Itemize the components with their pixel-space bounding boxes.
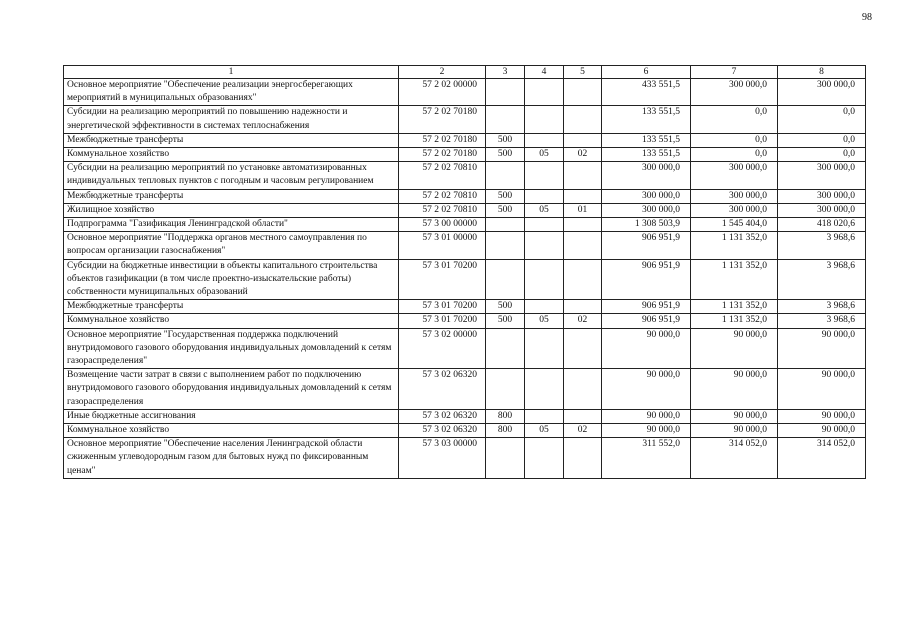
subsection-cell	[564, 162, 602, 189]
expense-type-cell: 500	[486, 314, 525, 328]
table-row	[64, 203, 866, 217]
section-cell: 05	[525, 314, 564, 328]
target-article-cell: 57 3 01 00000	[399, 232, 486, 259]
expense-type-cell	[486, 218, 525, 232]
section-cell: 05	[525, 148, 564, 162]
section-cell	[525, 300, 564, 314]
table-header-row	[64, 66, 866, 79]
row-name-cell: Межбюджетные трансферты	[64, 133, 399, 147]
row-name-cell: Межбюджетные трансферты	[64, 189, 399, 203]
subsection-cell	[564, 328, 602, 369]
section-cell	[525, 133, 564, 147]
row-name-cell: Межбюджетные трансферты	[64, 300, 399, 314]
row-name-cell: Коммунальное хозяйство	[64, 424, 399, 438]
column-header: 5	[564, 66, 602, 79]
amount-col8-cell: 3 968,6	[778, 232, 866, 259]
amount-col6-cell: 90 000,0	[602, 369, 691, 410]
amount-col6-cell: 133 551,5	[602, 133, 691, 147]
subsection-cell	[564, 409, 602, 423]
expense-type-cell: 500	[486, 189, 525, 203]
table-row	[64, 232, 866, 259]
expense-type-cell: 500	[486, 148, 525, 162]
amount-col8-cell: 0,0	[778, 106, 866, 133]
column-header: 7	[691, 66, 778, 79]
amount-col6-cell: 906 951,9	[602, 300, 691, 314]
amount-col7-cell: 0,0	[691, 133, 778, 147]
amount-col8-cell: 300 000,0	[778, 79, 866, 106]
expense-type-cell	[486, 369, 525, 410]
target-article-cell: 57 3 01 70200	[399, 259, 486, 300]
expense-type-cell	[486, 328, 525, 369]
section-cell	[525, 232, 564, 259]
section-cell	[525, 369, 564, 410]
section-cell	[525, 162, 564, 189]
subsection-cell	[564, 218, 602, 232]
target-article-cell: 57 2 02 70810	[399, 189, 486, 203]
section-cell	[525, 79, 564, 106]
page-number: 98	[862, 12, 872, 23]
expense-type-cell: 800	[486, 424, 525, 438]
section-cell	[525, 328, 564, 369]
table-row	[64, 259, 866, 300]
amount-col7-cell: 1 131 352,0	[691, 300, 778, 314]
table-row	[64, 424, 866, 438]
target-article-cell: 57 3 02 06320	[399, 369, 486, 410]
subsection-cell: 02	[564, 424, 602, 438]
target-article-cell: 57 3 03 00000	[399, 438, 486, 479]
section-cell	[525, 189, 564, 203]
target-article-cell: 57 2 02 70180	[399, 148, 486, 162]
row-name-cell: Основное мероприятие "Обеспечение реализации энергосберегающих мероприятий в муниципальных образованиях"	[64, 79, 399, 106]
section-cell	[525, 409, 564, 423]
column-header: 4	[525, 66, 564, 79]
table-row	[64, 133, 866, 147]
target-article-cell: 57 2 02 70180	[399, 133, 486, 147]
table-row	[64, 300, 866, 314]
amount-col8-cell: 90 000,0	[778, 409, 866, 423]
section-cell	[525, 106, 564, 133]
amount-col8-cell: 90 000,0	[778, 424, 866, 438]
row-name-cell: Жилищное хозяйство	[64, 203, 399, 217]
amount-col7-cell: 90 000,0	[691, 424, 778, 438]
expense-type-cell	[486, 106, 525, 133]
amount-col7-cell: 90 000,0	[691, 409, 778, 423]
amount-col7-cell: 90 000,0	[691, 328, 778, 369]
amount-col6-cell: 133 551,5	[602, 106, 691, 133]
amount-col7-cell: 314 052,0	[691, 438, 778, 479]
expense-type-cell	[486, 259, 525, 300]
subsection-cell	[564, 300, 602, 314]
table-row	[64, 162, 866, 189]
amount-col8-cell: 300 000,0	[778, 203, 866, 217]
amount-col8-cell: 0,0	[778, 133, 866, 147]
subsection-cell	[564, 438, 602, 479]
subsection-cell	[564, 133, 602, 147]
column-header: 2	[399, 66, 486, 79]
column-header: 3	[486, 66, 525, 79]
table-row	[64, 218, 866, 232]
amount-col7-cell: 1 131 352,0	[691, 314, 778, 328]
amount-col6-cell: 300 000,0	[602, 203, 691, 217]
subsection-cell	[564, 232, 602, 259]
section-cell	[525, 259, 564, 300]
amount-col8-cell: 3 968,6	[778, 300, 866, 314]
amount-col6-cell: 90 000,0	[602, 328, 691, 369]
section-cell	[525, 438, 564, 479]
subsection-cell: 02	[564, 148, 602, 162]
row-name-cell: Коммунальное хозяйство	[64, 148, 399, 162]
amount-col8-cell: 418 020,6	[778, 218, 866, 232]
column-header: 6	[602, 66, 691, 79]
target-article-cell: 57 2 02 70810	[399, 203, 486, 217]
target-article-cell: 57 3 00 00000	[399, 218, 486, 232]
amount-col6-cell: 133 551,5	[602, 148, 691, 162]
amount-col8-cell: 300 000,0	[778, 162, 866, 189]
amount-col8-cell: 90 000,0	[778, 369, 866, 410]
amount-col6-cell: 1 308 503,9	[602, 218, 691, 232]
column-header: 1	[64, 66, 399, 79]
amount-col7-cell: 1 131 352,0	[691, 232, 778, 259]
table-row	[64, 328, 866, 369]
row-name-cell: Субсидии на реализацию мероприятий по повышению надежности и энергетической эффективности в системах теплоснабжения	[64, 106, 399, 133]
expense-type-cell: 500	[486, 203, 525, 217]
amount-col7-cell: 300 000,0	[691, 189, 778, 203]
target-article-cell: 57 3 01 70200	[399, 314, 486, 328]
subsection-cell	[564, 106, 602, 133]
expense-type-cell	[486, 438, 525, 479]
expense-type-cell	[486, 232, 525, 259]
amount-col7-cell: 1 545 404,0	[691, 218, 778, 232]
table-row	[64, 314, 866, 328]
target-article-cell: 57 2 02 70180	[399, 106, 486, 133]
row-name-cell: Основное мероприятие "Поддержка органов местного самоуправления по вопросам организации газоснабжения"	[64, 232, 399, 259]
amount-col8-cell: 0,0	[778, 148, 866, 162]
expense-type-cell	[486, 162, 525, 189]
amount-col7-cell: 0,0	[691, 106, 778, 133]
target-article-cell: 57 3 02 06320	[399, 409, 486, 423]
amount-col8-cell: 3 968,6	[778, 259, 866, 300]
target-article-cell: 57 3 01 70200	[399, 300, 486, 314]
table-row	[64, 189, 866, 203]
row-name-cell: Коммунальное хозяйство	[64, 314, 399, 328]
table-row	[64, 369, 866, 410]
subsection-cell	[564, 79, 602, 106]
row-name-cell: Подпрограмма "Газификация Ленинградской области"	[64, 218, 399, 232]
target-article-cell: 57 3 02 06320	[399, 424, 486, 438]
amount-col6-cell: 300 000,0	[602, 189, 691, 203]
row-name-cell: Основное мероприятие "Государственная поддержка подключений внутридомового газового оборудования индивидуальных домовладений к сетям газораспределения"	[64, 328, 399, 369]
target-article-cell: 57 2 02 00000	[399, 79, 486, 106]
amount-col6-cell: 906 951,9	[602, 259, 691, 300]
subsection-cell	[564, 189, 602, 203]
subsection-cell: 01	[564, 203, 602, 217]
amount-col6-cell: 90 000,0	[602, 424, 691, 438]
section-cell: 05	[525, 424, 564, 438]
table-row	[64, 79, 866, 106]
row-name-cell: Возмещение части затрат в связи с выполнением работ по подключению внутридомового газового оборудования индивидуальных домовладений к сетям газораспределения	[64, 369, 399, 410]
section-cell: 05	[525, 203, 564, 217]
expense-type-cell	[486, 79, 525, 106]
expense-type-cell: 500	[486, 300, 525, 314]
amount-col6-cell: 300 000,0	[602, 162, 691, 189]
amount-col6-cell: 906 951,9	[602, 314, 691, 328]
amount-col6-cell: 311 552,0	[602, 438, 691, 479]
budget-table	[63, 65, 866, 479]
table-row	[64, 409, 866, 423]
amount-col6-cell: 90 000,0	[602, 409, 691, 423]
row-name-cell: Иные бюджетные ассигнования	[64, 409, 399, 423]
amount-col8-cell: 3 968,6	[778, 314, 866, 328]
amount-col8-cell: 300 000,0	[778, 189, 866, 203]
subsection-cell	[564, 369, 602, 410]
table-row	[64, 106, 866, 133]
table-row	[64, 148, 866, 162]
amount-col8-cell: 90 000,0	[778, 328, 866, 369]
subsection-cell: 02	[564, 314, 602, 328]
expense-type-cell: 800	[486, 409, 525, 423]
column-header: 8	[778, 66, 866, 79]
subsection-cell	[564, 259, 602, 300]
expense-type-cell: 500	[486, 133, 525, 147]
amount-col7-cell: 300 000,0	[691, 79, 778, 106]
target-article-cell: 57 3 02 00000	[399, 328, 486, 369]
amount-col7-cell: 1 131 352,0	[691, 259, 778, 300]
amount-col7-cell: 300 000,0	[691, 162, 778, 189]
row-name-cell: Субсидии на бюджетные инвестиции в объекты капитального строительства объектов газификации (в том числе проектно-изыскательские работы) собственности муниципальных образований	[64, 259, 399, 300]
row-name-cell: Основное мероприятие "Обеспечение населения Ленинградской области сжиженным углеводородным газом для бытовых нужд по фиксированным ценам"	[64, 438, 399, 479]
amount-col6-cell: 433 551,5	[602, 79, 691, 106]
amount-col7-cell: 0,0	[691, 148, 778, 162]
amount-col7-cell: 300 000,0	[691, 203, 778, 217]
table-row	[64, 438, 866, 479]
section-cell	[525, 218, 564, 232]
target-article-cell: 57 2 02 70810	[399, 162, 486, 189]
amount-col8-cell: 314 052,0	[778, 438, 866, 479]
row-name-cell: Субсидии на реализацию мероприятий по установке автоматизированных индивидуальных тепловых пунктов с погодным и часовым регулированием	[64, 162, 399, 189]
amount-col6-cell: 906 951,9	[602, 232, 691, 259]
amount-col7-cell: 90 000,0	[691, 369, 778, 410]
